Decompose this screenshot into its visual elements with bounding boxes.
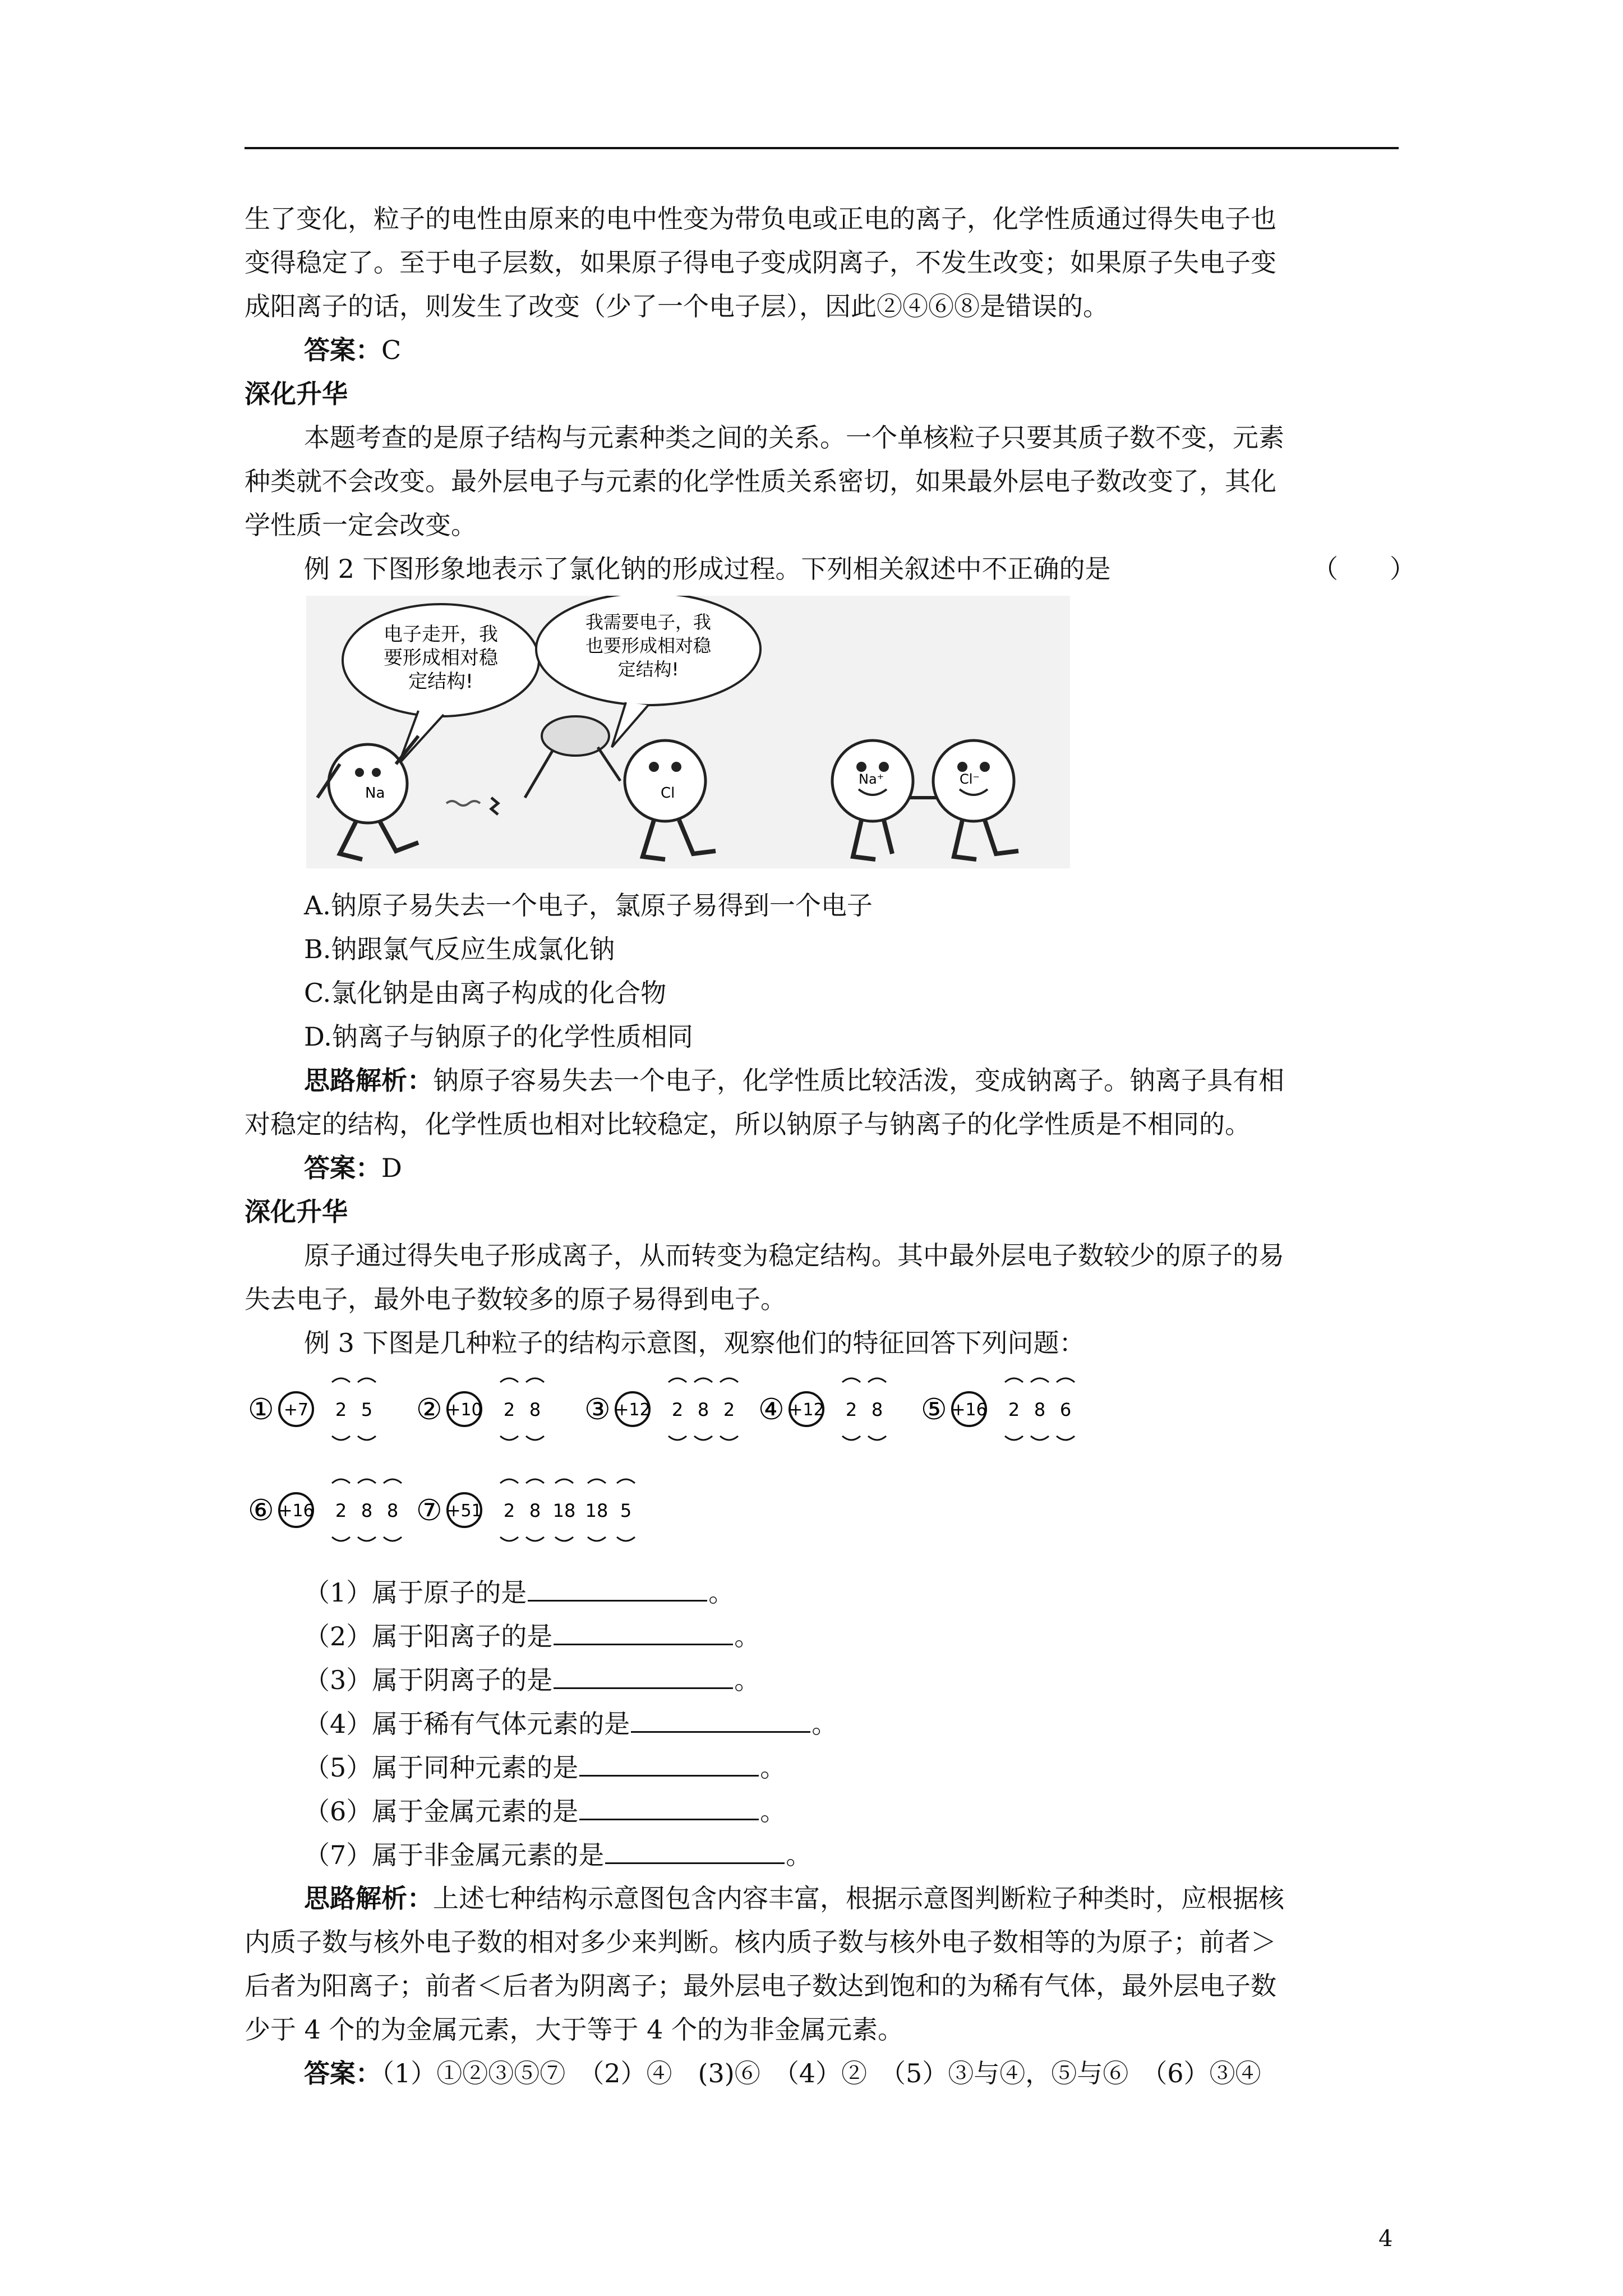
question-6 xyxy=(304,1794,786,1828)
shell-electron-count: 8 xyxy=(871,1399,883,1420)
option-c: C.氯化钠是由离子构成的化合物 xyxy=(304,978,667,1008)
answer-bracket: （ ） xyxy=(1312,554,1415,584)
structure-diagrams-row-2 xyxy=(247,1470,751,1551)
paragraph-line: 变得稳定了。至于电子层数，如果原子得电子变成阴离子，不发生改变；如果原子失电子变 xyxy=(245,247,1276,278)
label-na: Na xyxy=(365,785,385,802)
analysis-3-line xyxy=(304,1881,1284,1915)
shell-arc-bottom xyxy=(720,1436,738,1440)
question-text: （3）属于阴离子的是 xyxy=(304,1665,553,1695)
question-end: 。 xyxy=(811,1709,838,1739)
atomic-structure-diagram xyxy=(416,1479,635,1541)
shell-arc-top xyxy=(694,1378,712,1382)
answer-blank[interactable] xyxy=(579,1794,759,1820)
bubble-right-line: 我需要电子，我 xyxy=(585,611,712,633)
question-text: （1）属于原子的是 xyxy=(304,1577,527,1608)
option-a: A.钠原子易失去一个电子，氯原子易得到一个电子 xyxy=(304,890,873,921)
option-d: D.钠离子与钠原子的化学性质相同 xyxy=(304,1022,693,1052)
shell-arc-top xyxy=(1031,1378,1049,1382)
shell-arc-top xyxy=(384,1479,402,1483)
shell-electron-count: 8 xyxy=(361,1500,373,1521)
answer-3 xyxy=(304,2056,1261,2090)
shell-electron-count: 2 xyxy=(503,1399,515,1420)
answer-label: 答案： xyxy=(304,2058,381,2088)
bubble-right-line: 也要形成相对稳 xyxy=(585,635,712,656)
question-end: 。 xyxy=(760,1752,786,1783)
atomic-structure-diagram xyxy=(921,1378,1075,1440)
shell-arc-bottom xyxy=(1005,1436,1023,1440)
shell-arc-bottom xyxy=(500,1537,518,1541)
shell-arc-bottom xyxy=(1057,1436,1075,1440)
section-title-deepen-1: 深化升华 xyxy=(245,379,348,409)
shell-arc-bottom xyxy=(555,1537,573,1541)
analysis-label: 思路解析： xyxy=(304,1065,433,1096)
shell-arc-top xyxy=(500,1479,518,1483)
shell-arc-top xyxy=(332,1479,350,1483)
question-end: 。 xyxy=(760,1796,786,1826)
shell-arc-top xyxy=(842,1378,860,1382)
shell-arc-top xyxy=(1005,1378,1023,1382)
question-text: （5）属于同种元素的是 xyxy=(304,1752,579,1783)
example-3-stem: 例 3 下图是几种粒子的结构示意图，观察他们的特征回答下列问题： xyxy=(304,1328,1085,1358)
shell-arc-top xyxy=(1057,1378,1075,1382)
question-end: 。 xyxy=(734,1665,760,1695)
shell-electron-count: 8 xyxy=(529,1500,541,1521)
shell-electron-count: 18 xyxy=(552,1500,576,1521)
header-rule xyxy=(245,147,1399,149)
label-na-ion: Na⁺ xyxy=(859,771,884,787)
shell-arc-top xyxy=(720,1378,738,1382)
diagram-index: ③ xyxy=(584,1393,611,1427)
shell-arc-bottom xyxy=(358,1436,376,1440)
atomic-structure-diagram xyxy=(416,1378,544,1440)
bubble-left-line: 要形成相对稳 xyxy=(384,647,498,669)
answer-label: 答案： xyxy=(304,335,381,365)
answer-blank[interactable] xyxy=(528,1575,707,1602)
shell-arc-bottom xyxy=(500,1436,518,1440)
label-cl-ion: Cl⁻ xyxy=(960,771,980,787)
analysis-3-line: 少于 4 个的为金属元素，大于等于 4 个的为非金属元素。 xyxy=(245,2014,904,2045)
atomic-structure-diagram xyxy=(248,1378,376,1440)
diagram-index: ② xyxy=(416,1393,442,1427)
example-2-stem: 例 2 下图形象地表示了氯化钠的形成过程。下列相关叙述中不正确的是 xyxy=(304,554,1111,584)
shell-electron-count: 2 xyxy=(335,1500,347,1521)
shell-arc-top xyxy=(526,1378,544,1382)
shell-arc-top xyxy=(332,1378,350,1382)
diagram-index: ④ xyxy=(758,1393,785,1427)
deepen-line: 原子通过得失电子形成离子，从而转变为稳定结构。其中最外层电子数较少的原子的易 xyxy=(304,1240,1284,1271)
question-text: （6）属于金属元素的是 xyxy=(304,1796,579,1826)
nucleus-charge: +12 xyxy=(615,1400,651,1420)
diagram-index: ⑤ xyxy=(921,1393,947,1427)
diagram-index: ⑥ xyxy=(248,1494,274,1527)
shell-electron-count: 2 xyxy=(723,1399,735,1420)
shell-electron-count: 8 xyxy=(386,1500,399,1521)
option-b: B.钠跟氯气反应生成氯化钠 xyxy=(304,934,615,964)
question-1 xyxy=(304,1575,734,1609)
shell-arc-top xyxy=(617,1479,635,1483)
question-5 xyxy=(304,1750,786,1784)
question-end: 。 xyxy=(708,1577,735,1608)
atomic-structure-diagram xyxy=(758,1378,886,1440)
shell-electron-count: 5 xyxy=(361,1399,373,1420)
shell-arc-bottom xyxy=(868,1436,886,1440)
deepen-line: 本题考查的是原子结构与元素种类之间的关系。一个单核粒子只要其质子数不变，元素 xyxy=(304,422,1284,453)
question-text: （7）属于非金属元素的是 xyxy=(304,1840,605,1870)
bubble-left-line: 定结构! xyxy=(408,670,473,693)
analysis-text: 钠原子容易失去一个电子，化学性质比较活泼，变成钠离子。钠离子具有相 xyxy=(433,1065,1284,1096)
shell-electron-count: 2 xyxy=(335,1399,347,1420)
diagram-index: ① xyxy=(248,1393,274,1427)
shell-arc-bottom xyxy=(1031,1436,1049,1440)
shell-arc-top xyxy=(555,1479,573,1483)
shell-electron-count: 18 xyxy=(585,1500,608,1521)
atomic-structure-diagram xyxy=(584,1378,738,1440)
deepen-line: 种类就不会改变。最外层电子与元素的化学性质关系密切，如果最外层电子数改变了，其化 xyxy=(245,466,1276,496)
nucleus-charge: +51 xyxy=(446,1501,482,1521)
shell-arc-top xyxy=(668,1378,686,1382)
question-4 xyxy=(304,1706,837,1741)
atomic-structure-diagram xyxy=(248,1479,402,1541)
shell-arc-top xyxy=(588,1479,606,1483)
shell-arc-bottom xyxy=(332,1537,350,1541)
answer-blank[interactable] xyxy=(554,1619,733,1645)
deepen-line: 学性质一定会改变。 xyxy=(245,510,477,540)
analysis-text: 上述七种结构示意图包含内容丰富，根据示意图判断粒子种类时，应根据核 xyxy=(433,1883,1284,1913)
shell-arc-bottom xyxy=(384,1537,402,1541)
structure-diagrams-row-1 xyxy=(247,1369,1144,1450)
question-end: 。 xyxy=(734,1621,760,1651)
question-2 xyxy=(304,1619,760,1653)
shell-arc-bottom xyxy=(617,1537,635,1541)
analysis-3-line: 内质子数与核外电子数的相对多少来判断。核内质子数与核外电子数相等的为原子；前者＞ xyxy=(245,1927,1276,1957)
answer-2 xyxy=(304,1151,402,1185)
bubble-right-line: 定结构! xyxy=(617,659,679,680)
shell-arc-top xyxy=(358,1479,376,1483)
answer-value: D xyxy=(381,1153,402,1183)
label-cl: Cl xyxy=(661,785,675,802)
paragraph-line: 成阳离子的话，则发生了改变（少了一个电子层），因此②④⑥⑧是错误的。 xyxy=(245,291,1109,321)
shell-arc-top xyxy=(868,1378,886,1382)
bubble-left-line: 电子走开，我 xyxy=(384,623,498,646)
analysis-2-line: 对稳定的结构，化学性质也相对比较稳定，所以钠原子与钠离子的化学性质是不相同的。 xyxy=(245,1109,1251,1139)
answer-1 xyxy=(304,333,401,367)
nucleus-charge: +12 xyxy=(789,1400,824,1420)
question-7 xyxy=(304,1838,811,1872)
nucleus-charge: +7 xyxy=(283,1400,309,1420)
shell-arc-top xyxy=(358,1378,376,1382)
sodium-chloride-cartoon xyxy=(306,596,1070,868)
question-text: （2）属于阳离子的是 xyxy=(304,1621,553,1651)
answer-blank[interactable] xyxy=(554,1663,733,1689)
shell-electron-count: 8 xyxy=(697,1399,709,1420)
answer-blank[interactable] xyxy=(579,1750,759,1777)
shell-arc-bottom xyxy=(588,1537,606,1541)
deepen-line: 失去电子，最外电子数较多的原子易得到电子。 xyxy=(245,1284,786,1314)
shell-arc-bottom xyxy=(694,1436,712,1440)
nucleus-charge: +16 xyxy=(951,1400,987,1420)
shell-electron-count: 5 xyxy=(620,1500,632,1521)
shell-arc-bottom xyxy=(668,1436,686,1440)
analysis-2-line xyxy=(304,1064,1284,1097)
shell-arc-bottom xyxy=(526,1537,544,1541)
analysis-3-line: 后者为阳离子；前者＜后者为阴离子；最外层电子数达到饱和的为稀有气体，最外层电子数 xyxy=(245,1971,1276,2001)
shell-arc-top xyxy=(526,1479,544,1483)
analysis-label: 思路解析： xyxy=(304,1883,433,1913)
nucleus-charge: +16 xyxy=(278,1501,314,1521)
shell-arc-bottom xyxy=(842,1436,860,1440)
page-number: 4 xyxy=(1378,2226,1393,2252)
question-end: 。 xyxy=(786,1840,812,1870)
nucleus-charge: +10 xyxy=(446,1400,482,1420)
shell-electron-count: 2 xyxy=(503,1500,515,1521)
shell-arc-top xyxy=(500,1378,518,1382)
shell-electron-count: 2 xyxy=(845,1399,857,1420)
shell-arc-bottom xyxy=(358,1537,376,1541)
paragraph-line: 生了变化，粒子的电性由原来的电中性变为带负电或正电的离子，化学性质通过得失电子也 xyxy=(245,204,1276,234)
section-title-deepen-2: 深化升华 xyxy=(245,1197,348,1227)
question-3 xyxy=(304,1663,760,1697)
shell-electron-count: 2 xyxy=(671,1399,684,1420)
shell-electron-count: 2 xyxy=(1008,1399,1020,1420)
shell-arc-bottom xyxy=(526,1436,544,1440)
shell-electron-count: 8 xyxy=(529,1399,541,1420)
answer-value: C xyxy=(381,335,402,365)
answer-blank[interactable] xyxy=(631,1706,810,1733)
question-text: （4）属于稀有气体元素的是 xyxy=(304,1709,630,1739)
diagram-index: ⑦ xyxy=(416,1494,442,1527)
shell-electron-count: 6 xyxy=(1059,1399,1072,1420)
answer-blank[interactable] xyxy=(605,1838,785,1864)
answer-label: 答案： xyxy=(304,1153,381,1183)
shell-electron-count: 8 xyxy=(1034,1399,1046,1420)
shell-arc-bottom xyxy=(332,1436,350,1440)
answer-value: （1）①②③⑤⑦ （2）④ (3)⑥ （4）② （5）③与④，⑤与⑥ （6）③④ xyxy=(381,2058,1261,2088)
